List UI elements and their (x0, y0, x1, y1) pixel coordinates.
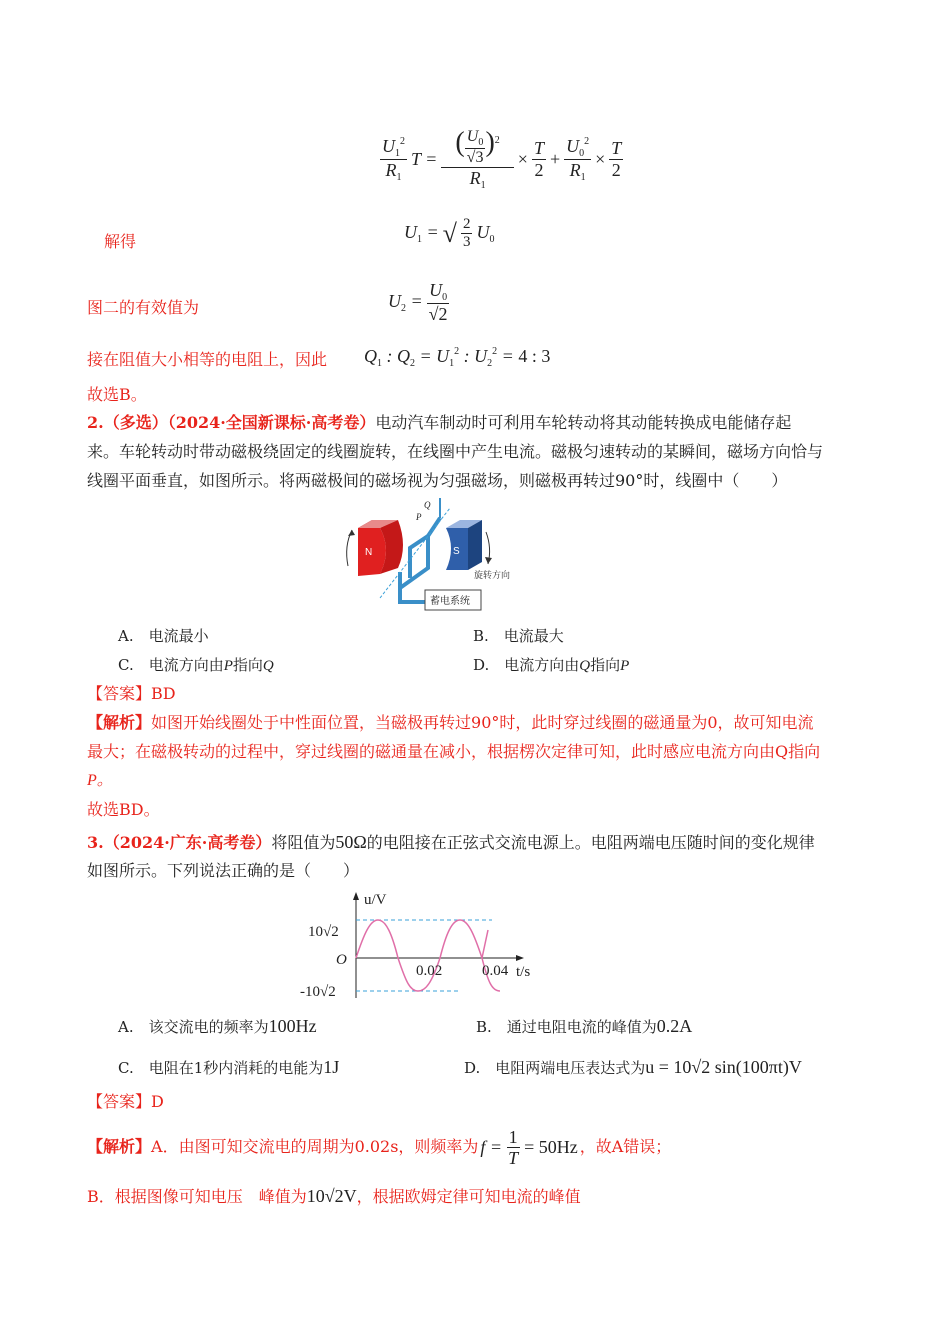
q2-stem-text1: 电动汽车制动时可利用车轮转动将其动能转换成电能储存起 (375, 413, 792, 432)
q2-option-d-prefix: D. 电流方向由 (473, 656, 580, 674)
q3-analysis-b-tail: ，根据欧姆定律可知电流的峰值 (356, 1187, 581, 1206)
point-q-label: Q (424, 500, 431, 510)
pole-n-label: N (365, 547, 373, 558)
q2-option-c[interactable] (118, 655, 274, 676)
q2-analysis-text1: 如图开始线圈处于中性面位置，当磁极再转过90°时，此时穿过线圈的磁通量为0，故可知电流 (151, 713, 814, 732)
q2-tag: （多选）（2024·全国新课标·高考卷） (103, 413, 376, 432)
q3-analysis-b (87, 1186, 581, 1207)
y-min-label: -10√2 (300, 984, 336, 1000)
fig2-label: 图二的有效值为 (87, 298, 200, 317)
frequency-result: = 50Hz (524, 1137, 578, 1157)
q2-option-a[interactable]: A. 电流最小 (118, 627, 209, 645)
q3-option-a-value: 100Hz (268, 1016, 317, 1036)
q3-stem-b: 的电阻接在正弦式交流电源上。电阻两端电压随时间的变化规律 (366, 833, 815, 852)
q3-option-a[interactable] (118, 1016, 317, 1037)
north-pole (358, 520, 403, 576)
q-ratio-equation: $Q_1$ : $Q_2 = U_1^2$ : $U_2^2 = 4$ : 3 (364, 346, 551, 369)
q2-option-d-from: Q (579, 658, 591, 674)
frequency-formula: f = $\frac{1}{T}$ = 50Hz (480, 1126, 578, 1168)
prev-conclusion: 故选B。 (87, 385, 147, 404)
q3-tag: （2024·广东·高考卷） (103, 833, 272, 852)
storage-label: 蓄电系统 (430, 596, 470, 607)
u1-equation: $U_1$ = √ $\frac{2}{3}$ $U_0$ (404, 216, 495, 250)
voltage-time-graph (298, 890, 548, 1002)
q2-option-c-mid: 指向 (232, 656, 263, 674)
solve-label: 解得 (104, 232, 137, 251)
q3-stem-line1 (87, 832, 815, 853)
south-pole (446, 520, 482, 570)
q2-stem-line3: 线圈平面垂直，如图所示。将两磁极间的磁场视为匀强磁场，则磁极再转过90°时，线圈中（ ） (87, 471, 788, 490)
q3-option-b[interactable] (476, 1016, 692, 1037)
q3-option-c[interactable] (118, 1057, 339, 1078)
q3-option-b-text: B. 通过电阻电流的峰值为 (476, 1018, 657, 1036)
q3-analysis-b-text: B．根据图像可知电压 峰值为 (87, 1187, 307, 1206)
q2-analysis-line2 (87, 742, 820, 762)
q3-analysis-b-value: 10√2V (306, 1186, 357, 1206)
q3-number: 3. (87, 833, 104, 852)
q3-stem-line2: 如图所示。下列说法正确的是（ ） (87, 861, 360, 880)
generator-diagram (340, 498, 540, 618)
q3-stem-a: 将阻值为 (271, 833, 336, 852)
ratio-result: 4 : 3 (518, 346, 551, 366)
q3-analysis-a-tail: ，故A错误； (579, 1137, 672, 1156)
rotation-label: 旋转方向 (474, 571, 511, 581)
q3-analysis-a (87, 1124, 671, 1170)
x-axis-label: t/s (516, 964, 531, 980)
q2-option-c-from: P (223, 658, 233, 674)
q2-analysis-text2: 最大；在磁极转动的过程中，穿过线圈的磁通量在减小，根据楞次定律可知，此时感应电流方向由 (87, 742, 776, 761)
point-p-label: P (416, 512, 422, 522)
y-axis-label: u/V (364, 892, 387, 908)
q2-stem-line2: 来。车轮转动时带动磁极绕固定的线圈旋转，在线圈中产生电流。磁极匀速转动的某瞬间，磁场方向恰与 (87, 442, 824, 461)
q2-option-d-to: P (620, 658, 630, 674)
q2-analysis-line1 (87, 713, 814, 733)
q3-option-d-value: u = 10√2 sin(100πt)V (645, 1057, 802, 1077)
q3-option-a-text: A. 该交流电的频率为 (118, 1018, 269, 1036)
q3-answer-label: 【答案】 (87, 1092, 152, 1111)
pole-s-label: S (453, 546, 460, 557)
q3-resistance: 50Ω (335, 832, 367, 852)
sine-curve (356, 920, 500, 991)
u2-equation: $U_2$ = $\frac{U_0}{√2}$ (388, 280, 448, 324)
y-max-label: 10√2 (308, 924, 339, 940)
q2-option-d-mid: 指向 (590, 656, 621, 674)
q3-option-b-value: 0.2A (656, 1016, 693, 1036)
q2-analysis-text2-end: Q指向 (775, 742, 821, 761)
q3-option-c-text: C. 电阻在1秒内消耗的电能为 (118, 1059, 324, 1077)
q3-option-d[interactable] (464, 1057, 802, 1078)
q2-stem-line1 (87, 413, 791, 433)
q2-answer (87, 684, 176, 704)
q3-answer-value: D (151, 1092, 164, 1111)
q2-option-c-to: Q (262, 658, 274, 674)
q2-option-d[interactable] (473, 655, 629, 676)
q2-answer-value: BD (151, 684, 176, 703)
resistor-label: 接在阻值大小相等的电阻上，因此 (87, 350, 328, 369)
q3-option-d-text: D. 电阻两端电压表达式为 (464, 1059, 646, 1077)
q3-analysis-label: 【解析】 (87, 1137, 152, 1156)
q2-analysis-label: 【解析】 (87, 713, 152, 732)
q3-option-c-value: 1J (323, 1057, 340, 1077)
x-tick-1: 0.02 (416, 963, 443, 979)
q2-number: 2. (87, 413, 104, 432)
coil (400, 518, 440, 602)
q2-conclusion: 故选BD。 (87, 800, 160, 819)
origin-label: O (336, 952, 347, 968)
x-tick-2: 0.04 (482, 963, 509, 979)
q2-answer-label: 【答案】 (87, 684, 152, 703)
energy-equation: $\frac{U_1^2}{R_1}$ T = ( $\frac{U_0}{√3}$ )$^2$ $R_1$ × $\frac{T}{2}$ + $\frac{U_0^2}{R_1}$ × $\frac{T}{2}$ (382, 127, 622, 191)
q2-analysis-line3: P。 (87, 772, 113, 789)
q2-option-b[interactable]: B. 电流最大 (473, 627, 564, 645)
q2-option-c-prefix: C. 电流方向由 (118, 656, 224, 674)
q3-answer (87, 1092, 164, 1112)
q3-analysis-a-text: A．由图可知交流电的周期为0.02s，则频率为 (151, 1137, 479, 1156)
